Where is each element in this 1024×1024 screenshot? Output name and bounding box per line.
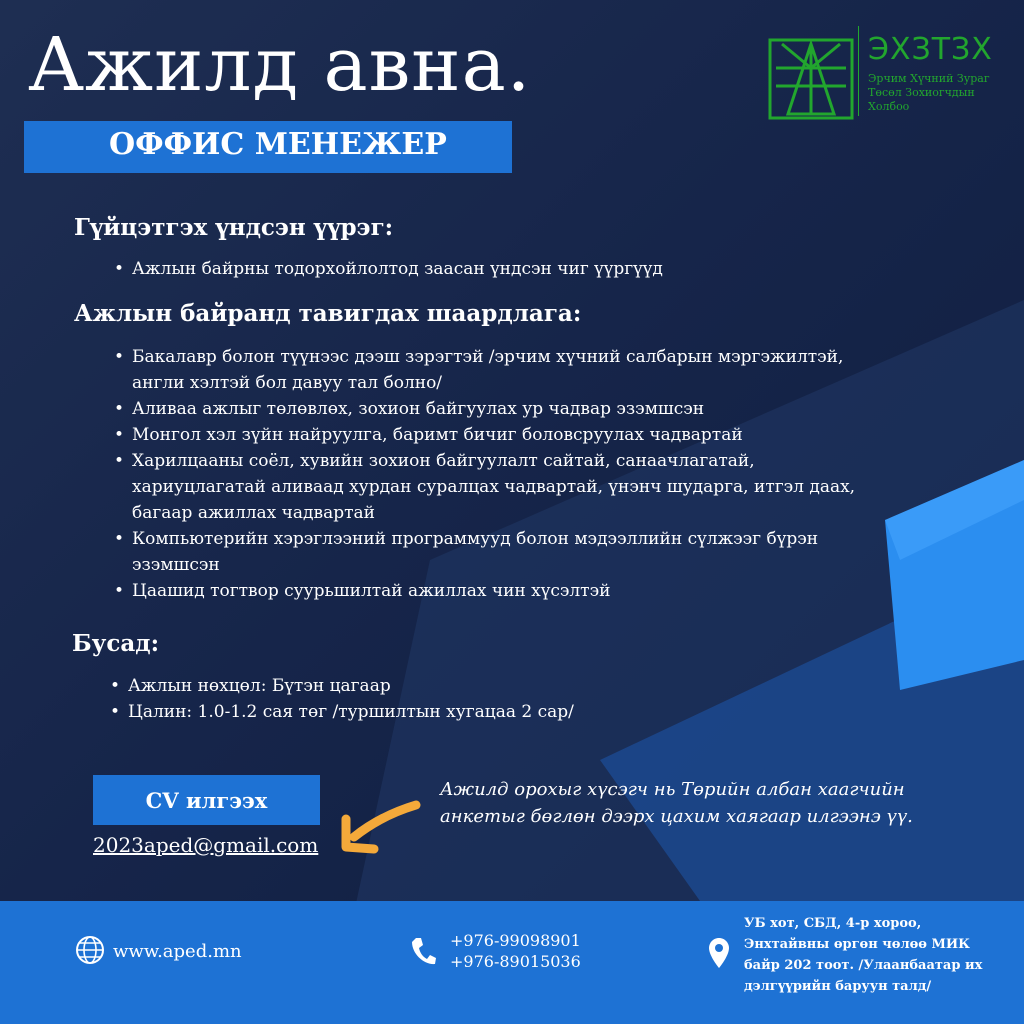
duties-list <box>110 256 870 282</box>
logo-name: ЭХЗТЗХ <box>868 32 993 67</box>
email-link[interactable]: 2023aped@gmail.com <box>93 833 319 857</box>
requirements-list <box>110 344 880 604</box>
location-pin-icon <box>708 937 730 969</box>
other-heading: Бусад: <box>72 630 160 657</box>
application-note: Ажилд орохыг хүсэгч нь Төрийн албан хаагчийн анкетыг бөглөн дээрх цахим хаягаар илгээнэ үү. <box>440 779 913 827</box>
organization-logo <box>766 30 1006 120</box>
list-item: • Аливаа ажлыг төлөвлөх, зохион байгуулах ур чадвар эзэмшсэн <box>110 396 880 422</box>
requirements-heading: Ажлын байранд тавигдах шаардлага: <box>74 300 582 327</box>
duties-heading: Гүйцэтгэх үндсэн үүрэг: <box>74 214 394 241</box>
send-cv-button[interactable]: CV илгээх <box>93 775 320 825</box>
arrow-icon <box>336 795 422 857</box>
position-title: ОФФИС МЕНЕЖЕР <box>109 127 447 162</box>
phone-icon <box>410 936 436 966</box>
list-item: • Монгол хэл зүйн найруулга, баримт бичиг боловсруулах чадвартай <box>110 422 880 448</box>
other-list <box>106 673 706 725</box>
list-item: • Цалин: 1.0-1.2 сая төг /туршилтын хугацаа 2 сар/ <box>106 699 706 725</box>
list-item: • Харилцааны соёл, хувийн зохион байгуулалт сайтай, санаачлагатай, хариуцлагатай аливаад хурдан суралцах чадвартай, үнэнч шударга, итгэл даах, багаар ажиллах чадвартай <box>110 448 880 526</box>
list-item: • Компьютерийн хэрэглээний программууд болон мэдээллийн сүлжээг бүрэн эзэмшсэн <box>110 526 880 578</box>
position-banner <box>24 121 512 173</box>
list-item: • Ажлын байрны тодорхойлолтод заасан үндсэн чиг үүргүүд <box>110 256 870 282</box>
address: УБ хот, СБД, 4-р хороо, Энхтайвны өргөн чөлөө МИК байр 202 тоот. /Улаанбаатар их дэлгүүрийн баруун талд/ <box>744 916 983 994</box>
phone-number-1: +976-99098901 <box>450 931 581 950</box>
list-item: • Ажлын нөхцөл: Бүтэн цагаар <box>106 673 706 699</box>
website-link[interactable]: www.aped.mn <box>113 941 242 962</box>
logo-mark-icon <box>768 38 854 120</box>
list-item: • Бакалавр болон түүнээс дээш зэрэгтэй /эрчим хүчний салбарын мэргэжилтэй, англи хэлтэй бол давуу тал болно/ <box>110 344 880 396</box>
phone-number-2: +976-89015036 <box>450 952 581 971</box>
page-title: Ажилд авна. <box>28 22 532 108</box>
logo-subtitle: Эрчим Хүчний Зураг Төсөл Зохиогчдын Холбоо <box>868 72 990 113</box>
logo-divider <box>858 26 859 116</box>
globe-icon <box>75 935 105 965</box>
list-item: • Цаашид тогтвор суурьшилтай ажиллах чин хүсэлтэй <box>110 578 880 604</box>
